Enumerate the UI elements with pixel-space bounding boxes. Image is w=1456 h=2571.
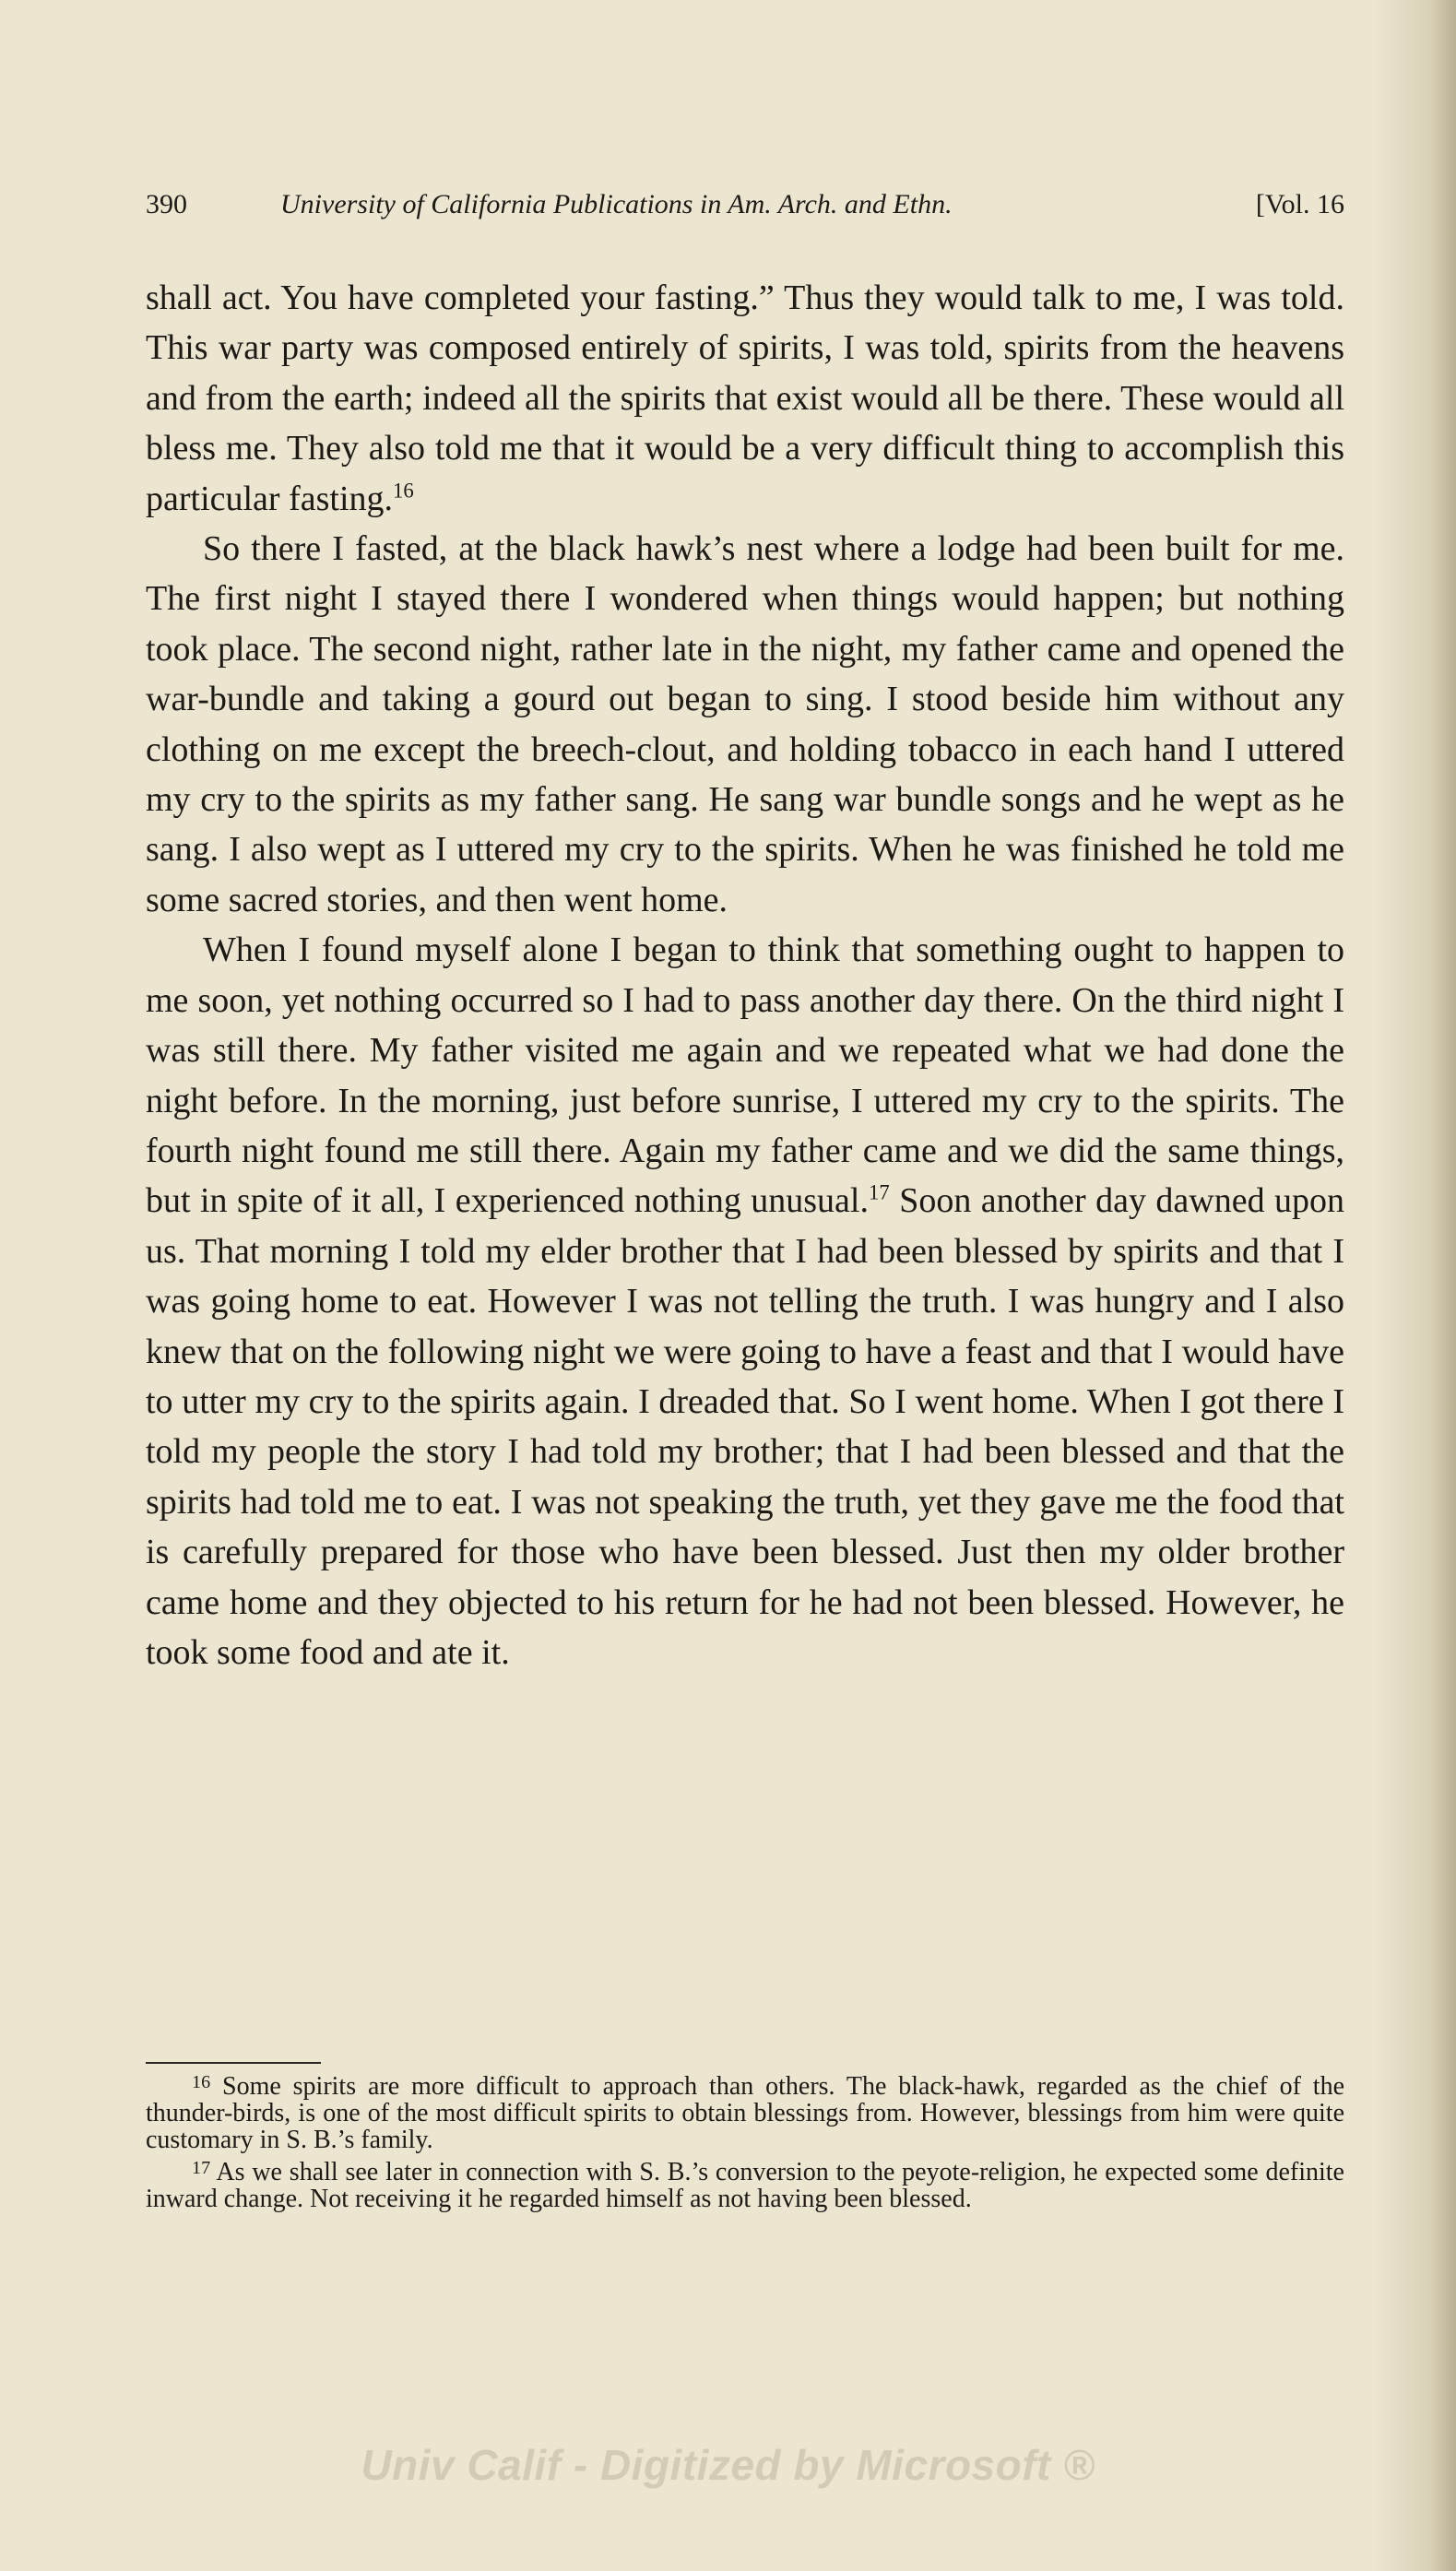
footnote-ref-17[interactable]: 17: [868, 1180, 890, 1204]
footnote-ref-16[interactable]: 16: [393, 478, 414, 502]
footnote-number: 17: [192, 2157, 211, 2178]
running-header: [146, 184, 1344, 225]
body-text: [146, 273, 1344, 1677]
paragraph-text: So there I fasted, at the black hawk’s nest where a lodge had been built for me. The first night I stayed there I wondered when things would happen; but nothing took place. The second night, rather late in the night, my father came and opened the war-bundle and taking a gourd out began to sing. I stood beside him without any clothing on me except the breech-clout, and holding tobacco in each hand I uttered my cry to the spirits as my father sang. He sang war bundle songs and he wept as he sang. I also wept as I uttered my cry to the spirits. When he was finished he told me some sacred stories, and then went home.: [146, 529, 1344, 919]
digitization-watermark: Univ Calif - Digitized by Microsoft ®: [361, 2441, 1095, 2489]
footnote-number: 16: [192, 2071, 211, 2092]
running-title: University of California Publications in Am. Arch. and Ethn.: [280, 189, 953, 219]
footnotes: [146, 2073, 1344, 2218]
footnote-text: Some spirits are more difficult to approach than others. The black-hawk, regarded as the chief of the thunder-birds, is one of the most difficult spirits to obtain blessings from. However, blessings from him were quite customary in S. B.’s family.: [146, 2072, 1344, 2154]
footnote-divider: [146, 2062, 321, 2064]
paragraph-text: When I found myself alone I began to think that something ought to happen to me soon, yet nothing occurred so I had to pass another day there. On the third night I was still there. My father visited me again and we repeated what we had done the night before. In the morning, just before sunrise, I uttered my cry to the spirits. The fourth night found me still there. Again my father came and we did the same things, but in spite of it all, I experienced nothing unusual.: [146, 930, 1344, 1221]
paragraph-3: [146, 925, 1344, 1677]
paragraph-text: shall act. You have completed your fasting.” Thus they would talk to me, I was told. This war party was composed entirely of spirits, I was told, spirits from the heavens and from the earth; indeed all the spirits that exist would all be there. These would all bless me. They also told me that it would be a very difficult thing to accomplish this particular fasting.: [146, 278, 1344, 518]
volume-label: [Vol. 16: [1255, 189, 1344, 219]
paragraph-2: [146, 524, 1344, 925]
paragraph-1: [146, 273, 1344, 524]
footnote-text: As we shall see later in connection with S. B.’s conversion to the peyote-religion, he expected some definite inward change. Not receiving it he regarded himself as not having been blessed.: [146, 2158, 1344, 2213]
footnote-17: [146, 2159, 1344, 2212]
paragraph-text: Soon another day dawned upon us. That morning I told my elder brother that I had been blessed by spirits and that I was going home to eat. However I was not telling the truth. I was hungry and I also knew that on the following night we were going to have a feast and that I would have to utter my cry to the spirits again. I dreaded that. So I went home. When I got there I told my people the story I had told my brother; that I had been blessed and that the spirits had told me to eat. I was not speaking the truth, yet they gave me the food that is carefully prepared for those who have been blessed. Just then my older brother came home and they objected to his return for he had not been blessed. However, he took some food and ate it.: [146, 1181, 1344, 1672]
page-number: 390: [146, 189, 187, 219]
page-edge-shadow: [1373, 0, 1456, 2571]
footnote-16: [146, 2073, 1344, 2153]
